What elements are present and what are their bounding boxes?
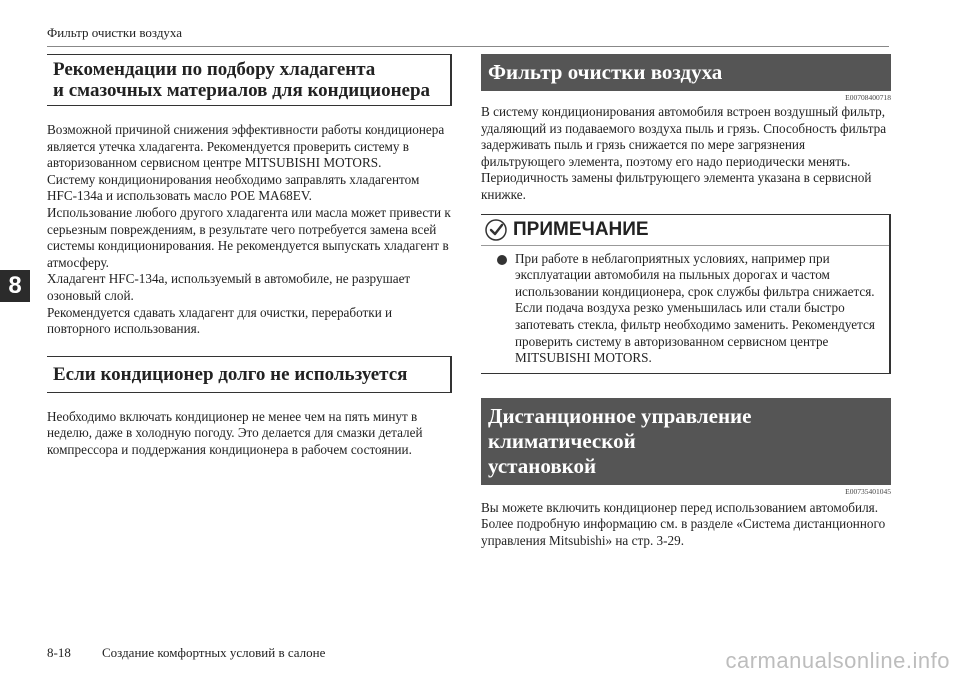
refrigerant-paragraph: Возможной причиной снижения эффективности работы кондиционера является утечка хладагента. Рекомендуется проверить систему в авторизованном сервисном центре MITSUBISHI MOTORS. Систему кондиционирования необходимо заправлять хладагентом HFC-134a и использовать масло POE MA68EV. Использование любого другого хладагента или масла может привести к серьезным повреждениям, в результате чего потребуется замена всей системы кондиционирования. Не рекомендуется выпускать хладагент в атмосферу. Хладагент HFC-134a, используемый в автомобиле, не разрушает озоновый слой. Рекомендуется сдавать хладагент для очистки, переработки и повторного использования.: [47, 122, 451, 337]
heading-text: Если кондиционер долго не используется: [53, 363, 408, 385]
footer-section-title: Создание комфортных условий в салоне: [102, 645, 326, 660]
note-item: [481, 246, 889, 373]
note-header: [481, 215, 889, 246]
heading-line-1: Дистанционное управление климатической: [488, 403, 752, 453]
bullet-icon: [497, 255, 507, 265]
section-heading-refrigerant: [47, 54, 452, 106]
unused-paragraph: Необходимо включать кондиционер не менее чем на пять минут в неделю, даже в холодную погоду. Это делается для смазки деталей компрессора и поддержания кондиционера в рабочем состоянии.: [47, 408, 423, 457]
watermark: carmanualsonline.info: [725, 648, 950, 673]
heading-line-2: установкой: [488, 453, 597, 478]
note-title: ПРИМЕЧАНИЕ: [513, 218, 649, 240]
checkmark-icon: [485, 219, 507, 241]
note-text: При работе в неблагоприятных условиях, например при эксплуатации автомобиля на пыльных дорогах и частом использовании кондиционера, срок службы фильтра снижается. Если подача воздуха резко уменьшилась или стали быстро запотевать стекла, фильтр необходимо заменить. Рекомендуется проверить систему в авторизованном сервисном центре MITSUBISHI MOTORS.: [515, 250, 875, 366]
section-heading-unused: [47, 356, 452, 393]
section-code: E00735401045: [845, 486, 891, 496]
remote-climate-paragraph: Вы можете включить кондиционер перед использованием автомобиля. Более подробную информацию см. в разделе «Система дистанционного управления Mitsubishi» на стр. 3-29.: [481, 499, 886, 548]
heading-line-2: и смазочных материалов для кондиционера: [53, 80, 431, 101]
chapter-tab: 8: [0, 270, 30, 302]
section-heading-remote-climate: [481, 398, 891, 485]
section-heading-air-filter: Фильтр очистки воздуха: [481, 54, 891, 91]
note-box: [481, 214, 891, 374]
right-column: [481, 54, 891, 550]
air-filter-paragraph: В систему кондиционирования автомобиля встроен воздушный фильтр, удаляющий из подаваемого воздуха пыль и грязь. Способность фильтра задерживать пыль и грязь снижается по мере загрязнения фильтрующего элемента, поэтому его надо периодически менять. Периодичность замены фильтрующего элемента указана в сервисной книжке.: [481, 104, 887, 202]
top-rule: [47, 46, 889, 47]
running-head-title: Фильтр очистки воздуха: [47, 25, 183, 40]
left-column: [47, 54, 452, 459]
page-number: 8-18: [47, 645, 71, 660]
section-code: E00708400718: [845, 93, 891, 102]
heading-line-1: Рекомендации по подбору хладагента: [53, 59, 376, 80]
